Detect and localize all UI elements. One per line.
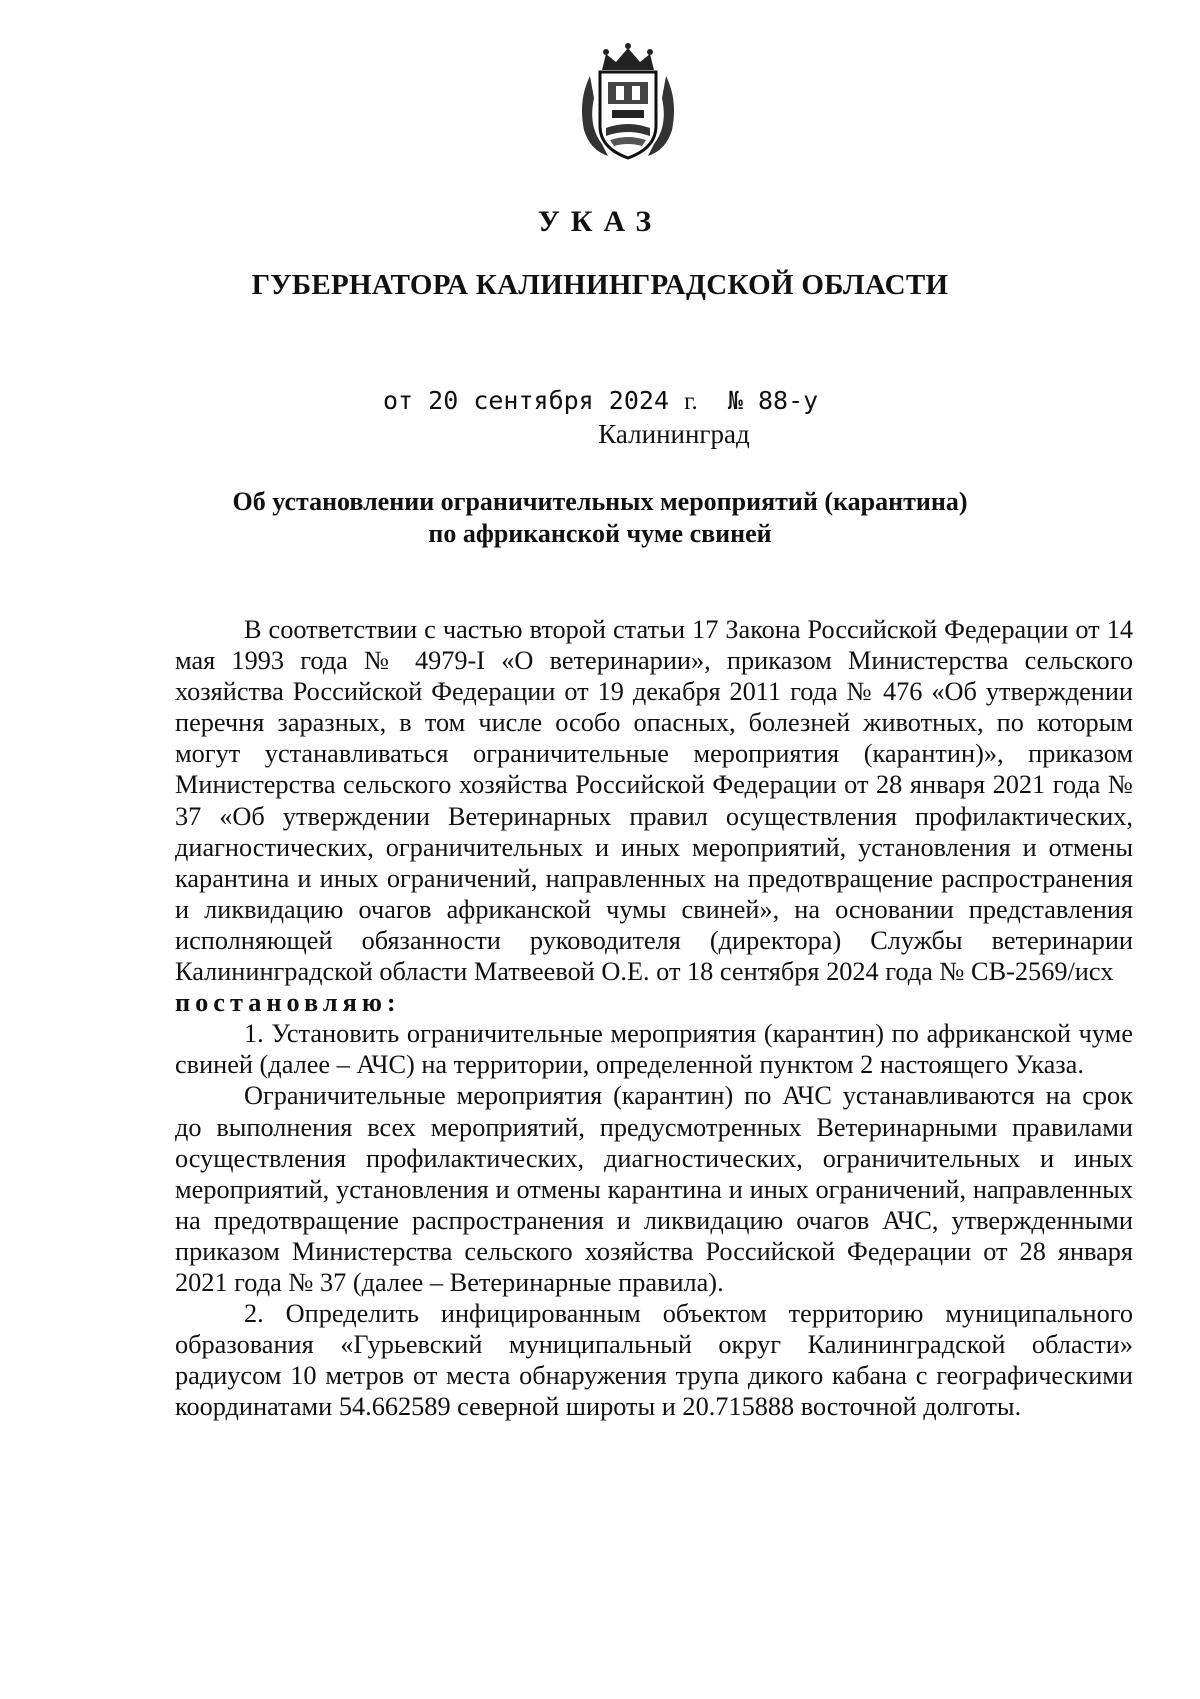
date-prefix: от (383, 386, 414, 415)
decree-word: постановляю: (175, 988, 401, 1018)
document-type-title: УКАЗ (537, 205, 663, 238)
city-name: Калининград (598, 419, 750, 449)
paragraph-1-continued: Ограничительные мероприятия (карантин) по АЧС устанавливаются на срок до выполнения всех мероприятий, предусмотренных Ветеринарными правилами осуществления профилактических, диагностических, ограничительных и иных мероприятий, установления и отмены карантина и иных ограничений, направленных на предотвращение распространения и ликвидацию очагов АЧС, утвержденными приказом Министерства сельского хозяйства Российской Федерации от 28 января 2021 года № 37 (далее – Ветеринарные правила). (175, 1081, 1133, 1297)
coat-of-arms-emblem (572, 40, 684, 164)
date-suffix: г. (684, 388, 698, 415)
date-value: 20 сентября 2024 (428, 386, 669, 415)
document-body (175, 614, 1133, 1422)
document-number: № 88-у (727, 386, 819, 415)
issuer-title: ГУБЕРНАТОРА КАЛИНИНГРАДСКОЙ ОБЛАСТИ (251, 269, 949, 301)
preamble-paragraph: В соответствии с частью второй статьи 17 Закона Российской Федерации от 14 мая 1993 года № 4979-I «О ветеринарии», приказом Министерства сельского хозяйства Российской Федерации от 19 декабря 2011 года № 476 «Об утверждении перечня заразных, в том числе особо опасных, болезней животных, по которым могут устанавливаться ограничительные мероприятия (карантин)», приказом Министерства сельского хозяйства Российской Федерации от 28 января 2021 года № 37 «Об утверждении Ветеринарных правил осуществления профилактических, диагностических, ограничительных и иных мероприятий, установления и отмены карантина и иных ограничений, направленных на предотвращение распространения и ликвидацию очагов африканской чумы свиней», на основании представления исполняющей обязанности руководителя (директора) Службы ветеринарии Калининградской области Матвеевой О.Е. от 18 сентября 2024 года № СВ-2569/исх (175, 615, 1133, 987)
subject-line-1: Об установлении ограничительных мероприятий (карантина) (232, 487, 968, 516)
paragraph-1: 1. Установить ограничительные мероприятия (карантин) по африканской чуме свиней (далее – АЧС) на территории, определенной пунктом 2 настоящего Указа. (175, 1019, 1133, 1080)
paragraph-2: 2. Определить инфицированным объектом территорию муниципального образования «Гурьевский муниципальный округ Калининградской области» радиусом 10 метров от места обнаружения трупа дикого кабана с географическими координатами 54.662589 северной широты и 20.715888 восточной долготы. (175, 1299, 1133, 1422)
subject-line-2: по африканской чуме свиней (428, 519, 772, 548)
date-number-line (383, 386, 818, 416)
